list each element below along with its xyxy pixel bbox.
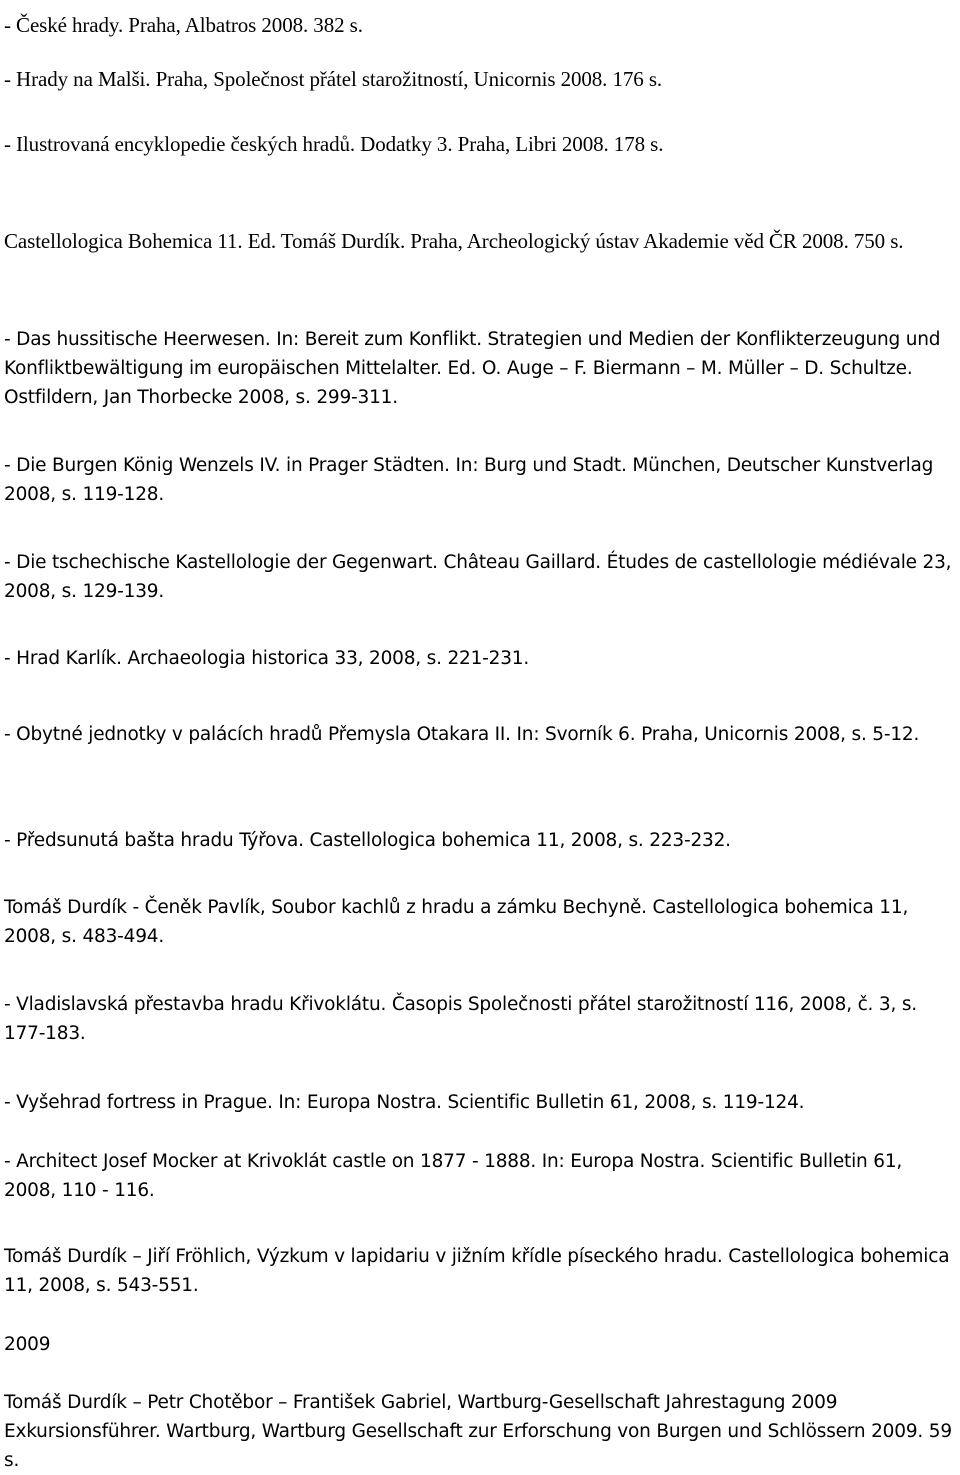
bibliography-entry: Tomáš Durdík - Čeněk Pavlík, Soubor kachlů z hradu a zámku Bechyně. Castellologica bohemica 11, 2008, s. 483-494. (4, 897, 909, 947)
bibliography-entry: Tomáš Durdík – Jiří Fröhlich, Výzkum v lapidariu v jižním křídle píseckého hradu. Castellologica bohemica 11, 2008, s. 543-551. (4, 1246, 950, 1296)
bibliography-entry: - Architect Josef Mocker at Krivoklát castle on 1877 - 1888. In: Europa Nostra. Scientific Bulletin 61, 2008, 110 - 116. (4, 1151, 903, 1201)
bibliography-entry: - Vyšehrad fortress in Prague. In: Europa Nostra. Scientific Bulletin 61, 2008, s. 119-124. (4, 1092, 805, 1113)
bibliography-entry: - Die tschechische Kastellologie der Gegenwart. Château Gaillard. Études de castellologie médiévale 23, 2008, s. 129-139. (4, 552, 952, 602)
bibliography-entry: - České hrady. Praha, Albatros 2008. 382 s. (4, 13, 363, 37)
bibliography-entry: Tomáš Durdík – Petr Chotěbor – František Gabriel, Wartburg-Gesellschaft Jahrestagung 2009 Exkursionsführer. Wartburg, Wartburg Gesellschaft zur Erforschung von Burgen und Schlössern 2009. 59 s. (4, 1392, 952, 1471)
bibliography-entry: - Vladislavská přestavba hradu Křivoklátu. Časopis Společnosti přátel starožitností 116, 2008, č. 3, s. 177-183. (4, 994, 917, 1044)
bibliography-entry: - Die Burgen König Wenzels IV. in Prager Städten. In: Burg und Stadt. München, Deutscher Kunstverlag 2008, s. 119-128. (4, 455, 934, 505)
bibliography-entry: - Hrad Karlík. Archaeologia historica 33, 2008, s. 221-231. (4, 648, 530, 669)
bibliography-entry: - Předsunutá bašta hradu Týřova. Castellologica bohemica 11, 2008, s. 223-232. (4, 830, 731, 851)
year-heading: 2009 (4, 1334, 51, 1355)
bibliography-entry: - Obytné jednotky v palácích hradů Přemysla Otakara II. In: Svorník 6. Praha, Unicornis 2008, s. 5-12. (4, 724, 920, 745)
bibliography-entry: - Ilustrovaná encyklopedie českých hradů. Dodatky 3. Praha, Libri 2008. 178 s. (4, 132, 664, 156)
bibliography-entry: - Hrady na Malši. Praha, Společnost přátel starožitností, Unicornis 2008. 176 s. (4, 67, 663, 91)
bibliography-entry: - Das hussitische Heerwesen. In: Bereit zum Konflikt. Strategien und Medien der Konflikterzeugung und Konfliktbewältigung im europäischen Mittelalter. Ed. O. Auge – F. Biermann – M. Müller – D. Schultze. Ostfildern, Jan Thorbecke 2008, s. 299-311. (4, 329, 941, 408)
bibliography-entry: Castellologica Bohemica 11. Ed. Tomáš Durdík. Praha, Archeologický ústav Akademie věd ČR 2008. 750 s. (4, 229, 904, 253)
